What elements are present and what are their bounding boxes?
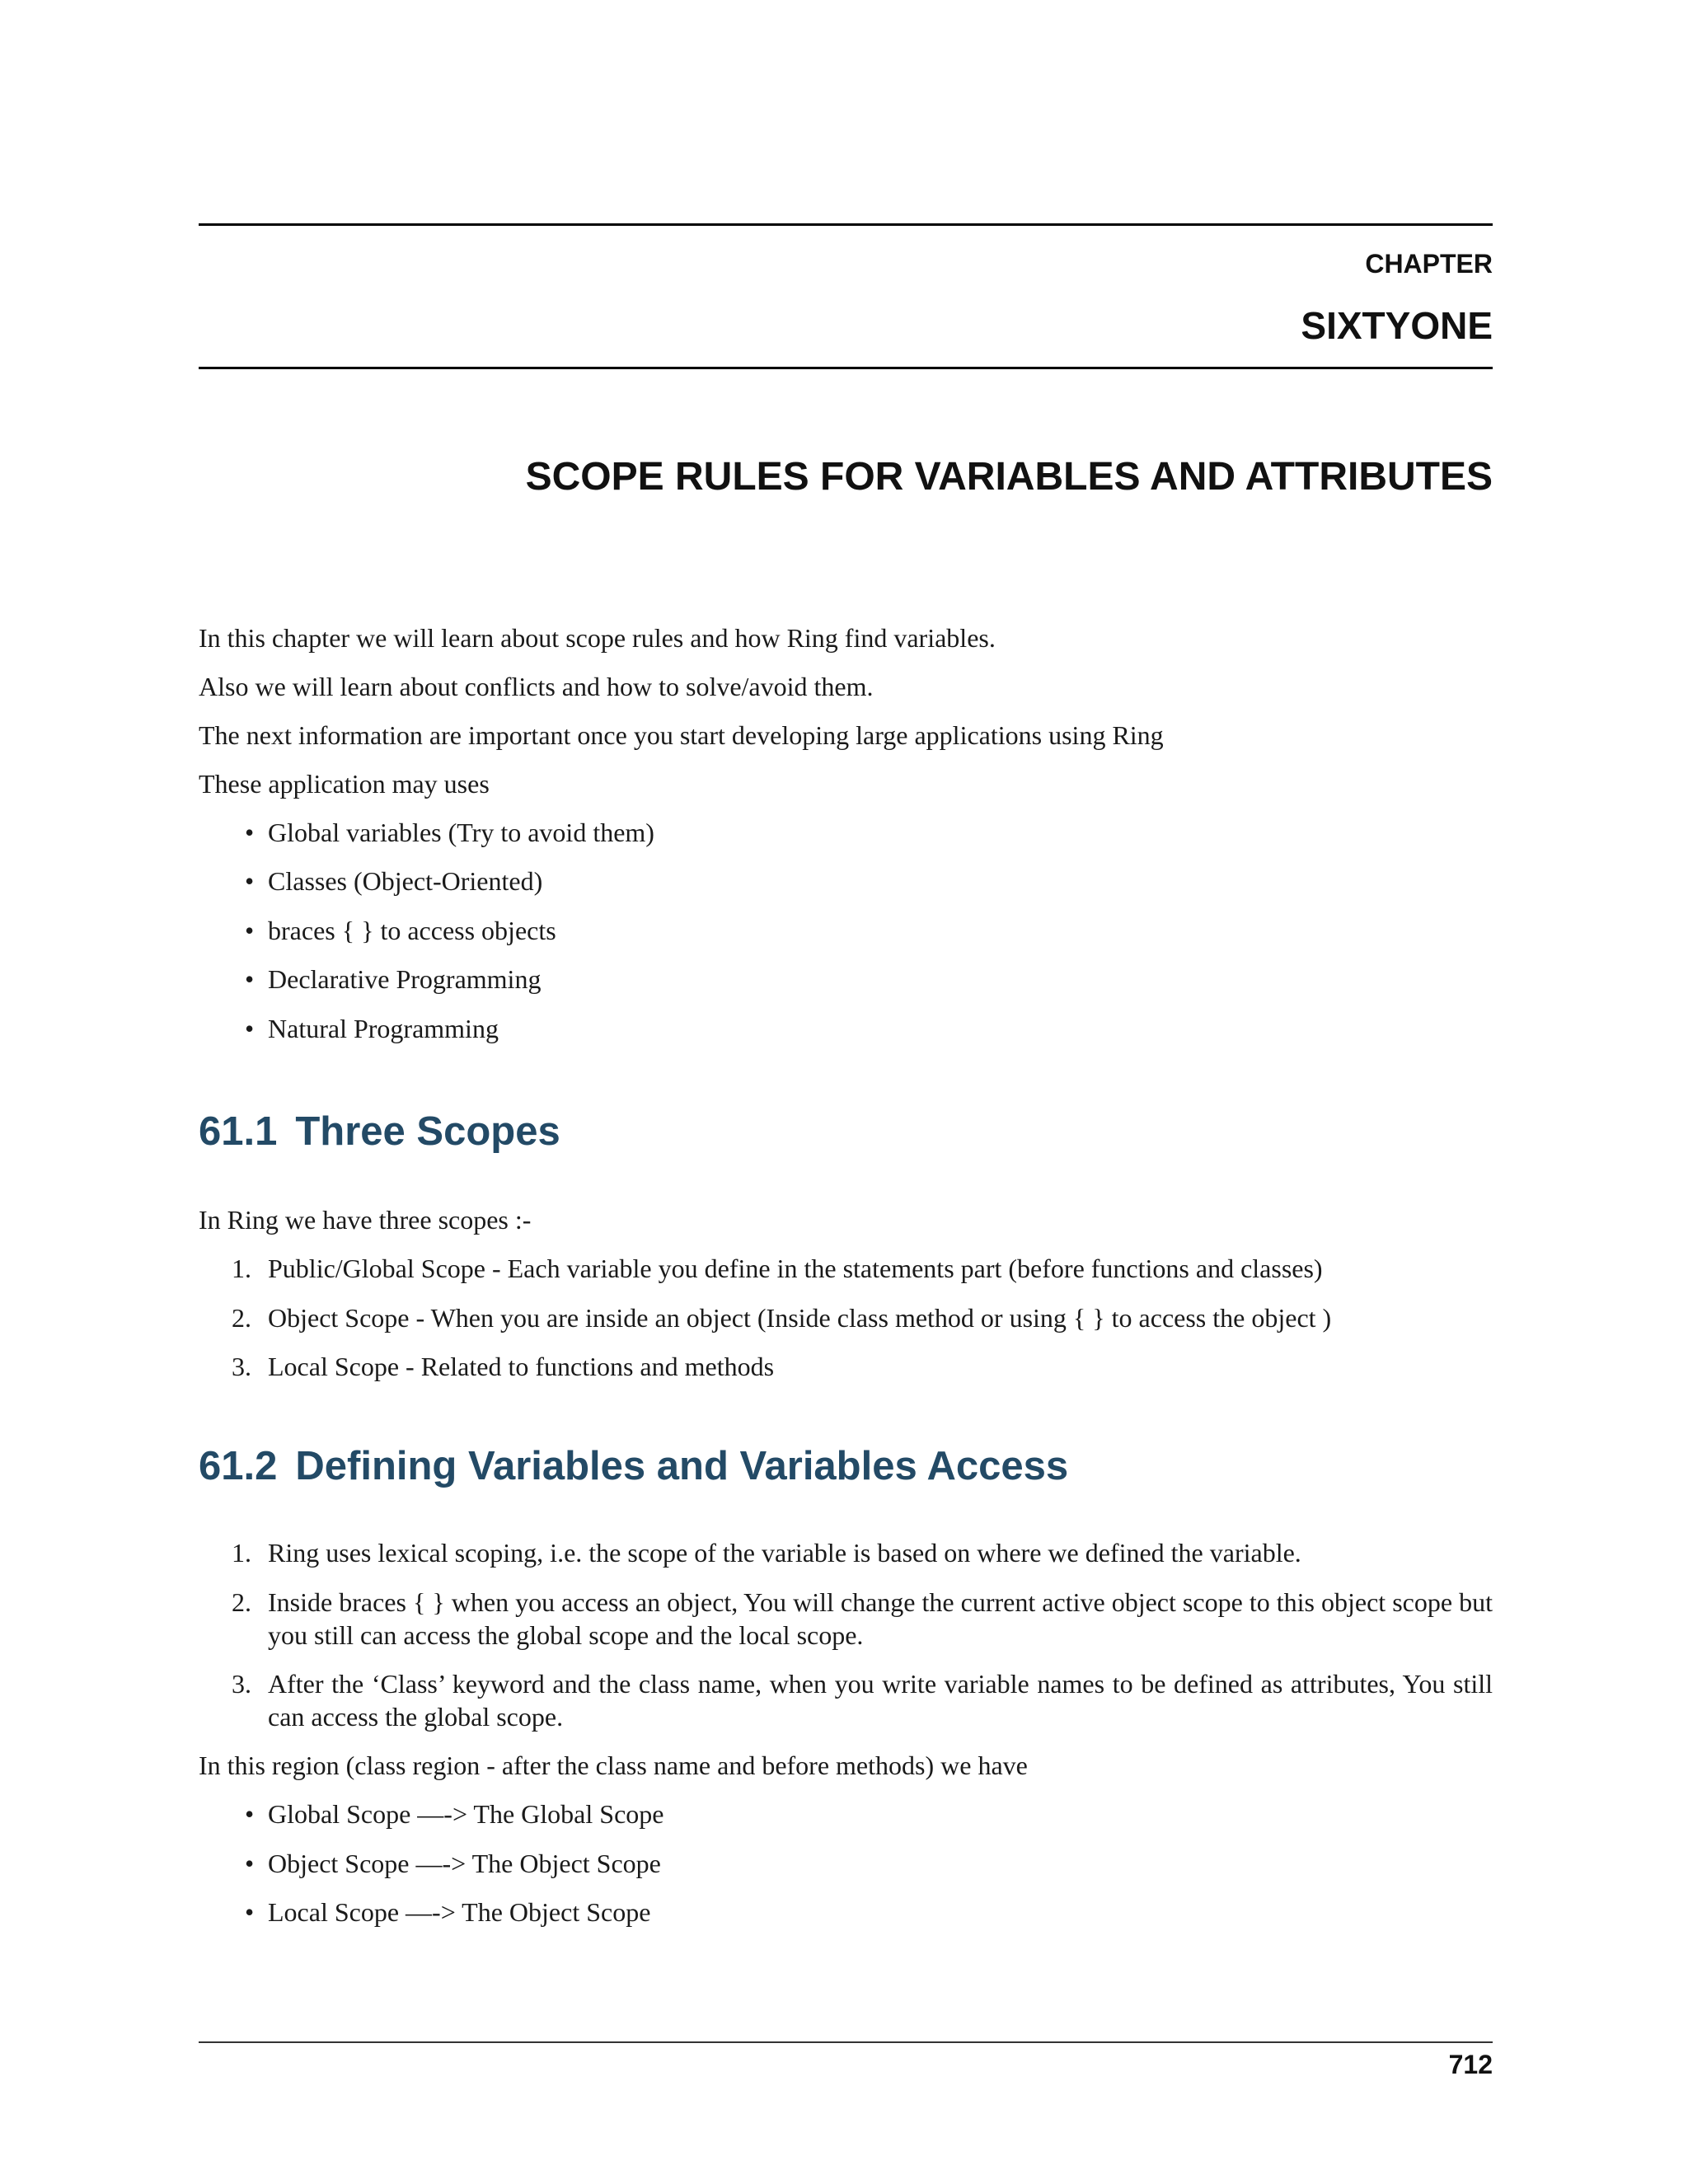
list-number: 1.: [232, 1538, 251, 1568]
numbered-list-item: Object Scope - When you are inside an object (Inside class method or using { } to access the object ): [268, 1303, 1332, 1333]
intro-bullet-item: Global variables (Try to avoid them): [268, 818, 654, 847]
intro-paragraph: Also we will learn about conflicts and how to solve/avoid them.: [199, 672, 874, 701]
bullet-marker: •: [245, 1014, 255, 1043]
intro-paragraph: These application may uses: [199, 769, 490, 799]
intro-paragraph: The next information are important once you start developing large applications using Ring: [199, 720, 1164, 750]
bullet-marker: •: [245, 866, 255, 896]
intro-paragraph: In this chapter we will learn about scope rules and how Ring find variables.: [199, 623, 996, 653]
scope-bullet-item: Object Scope —-> The Object Scope: [268, 1849, 661, 1878]
document-page: [199, 0, 1493, 2184]
section-title: Defining Variables and Variables Access: [295, 1444, 1069, 1488]
page-number: 712: [1448, 2050, 1493, 2079]
intro-bullet-item: braces { } to access objects: [268, 916, 556, 945]
footer-rule: [199, 2041, 1493, 2043]
scope-bullet-item: Local Scope —-> The Object Scope: [268, 1897, 651, 1927]
numbered-list-item: After the ‘Class’ keyword and the class name, when you write variable names to be defined as attributes, You still can access the global scope.: [268, 1669, 1493, 1732]
bullet-marker: •: [245, 818, 255, 847]
section-number: 61.1: [199, 1109, 278, 1154]
bullet-marker: •: [245, 964, 255, 994]
numbered-list-item: Inside braces { } when you access an object, You will change the current active object scope to this object scope but you still can access the global scope and the local scope.: [268, 1587, 1493, 1650]
list-number: 3.: [232, 1669, 251, 1699]
chapter-title: SCOPE RULES FOR VARIABLES AND ATTRIBUTES: [525, 455, 1493, 499]
chapter-bottom-rule: [199, 367, 1493, 369]
section-heading-defining-variables: [199, 1443, 1068, 1489]
numbered-list-item: Public/Global Scope - Each variable you define in the statements part (before functions and classes): [268, 1254, 1323, 1283]
scope-bullet-item: Global Scope —-> The Global Scope: [268, 1799, 664, 1829]
numbered-list-item: Ring uses lexical scoping, i.e. the scope of the variable is based on where we defined the variable.: [268, 1538, 1301, 1568]
section-number: 61.2: [199, 1444, 278, 1488]
list-number: 3.: [232, 1352, 251, 1381]
chapter-label: CHAPTER: [1365, 249, 1493, 279]
chapter-number: SIXTYONE: [1301, 304, 1493, 347]
bullet-marker: •: [245, 1799, 255, 1829]
list-number: 2.: [232, 1303, 251, 1333]
section-heading-three-scopes: [199, 1108, 560, 1155]
numbered-list-item: Local Scope - Related to functions and methods: [268, 1352, 775, 1381]
section-paragraph: In Ring we have three scopes :-: [199, 1205, 532, 1235]
intro-bullet-item: Classes (Object-Oriented): [268, 866, 543, 896]
section-paragraph: In this region (class region - after the class name and before methods) we have: [199, 1750, 1028, 1780]
bullet-marker: •: [245, 1849, 255, 1878]
bullet-marker: •: [245, 1897, 255, 1927]
section-title: Three Scopes: [295, 1109, 560, 1154]
intro-bullet-item: Declarative Programming: [268, 964, 542, 994]
bullet-marker: •: [245, 916, 255, 945]
intro-bullet-item: Natural Programming: [268, 1014, 499, 1043]
chapter-top-rule: [199, 223, 1493, 226]
list-number: 1.: [232, 1254, 251, 1283]
list-number: 2.: [232, 1587, 251, 1617]
